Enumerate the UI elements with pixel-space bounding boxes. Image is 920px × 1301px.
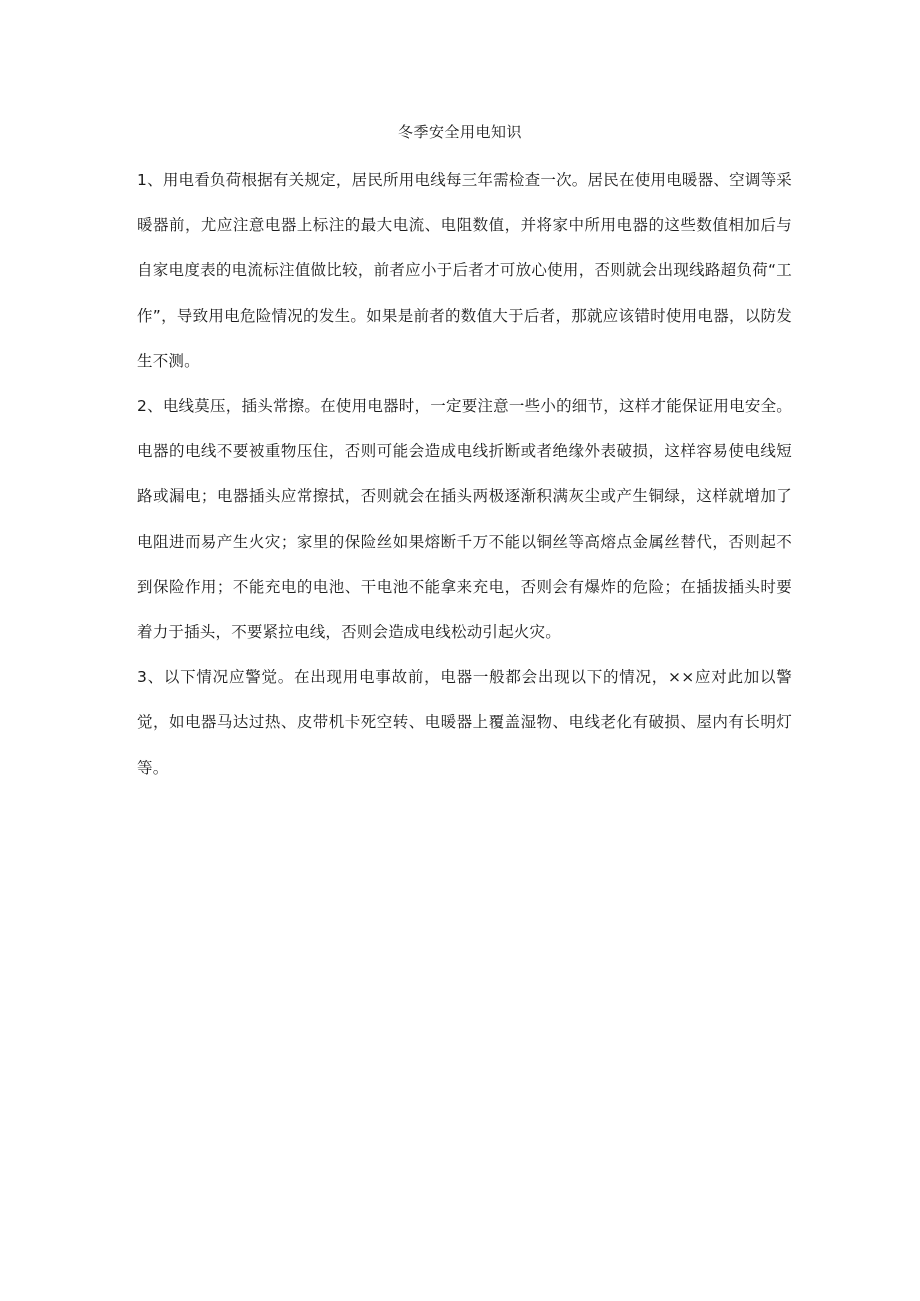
document-body [137, 158, 792, 791]
paragraph-1: 1、用电看负荷根据有关规定，居民所用电线每三年需检查一次。居民在使用电暖器、空调等采暖器前，尤应注意电器上标注的最大电流、电阻数值，并将家中所用电器的这些数值相加后与自家电度表的电流标注值做比较，前者应小于后者才可放心使用，否则就会出现线路超负荷“工作”，导致用电危险情况的发生。如果是前者的数值大于后者，那就应该错时使用电器，以防发生不测。 [137, 171, 792, 370]
paragraph-3: 3、以下情况应警觉。在出现用电事故前，电器一般都会出现以下的情况，××应对此加以警觉，如电器马达过热、皮带机卡死空转、电暖器上覆盖湿物、电线老化有破损、屋内有长明灯等。 [137, 668, 792, 777]
paragraph-2: 2、电线莫压，插头常擦。在使用电器时，一定要注意一些小的细节，这样才能保证用电安全。电器的电线不要被重物压住，否则可能会造成电线折断或者绝缘外表破损，这样容易使电线短路或漏电；电器插头应常擦拭，否则就会在插头两极逐渐积满灰尘或产生铜绿，这样就增加了电阻进而易产生火灾；家里的保险丝如果熔断千万不能以铜丝等高熔点金属丝替代，否则起不到保险作用；不能充电的电池、干电池不能拿来充电，否则会有爆炸的危险；在插拔插头时要着力于插头，不要紧拉电线，否则会造成电线松动引起火灾。 [137, 397, 792, 642]
page-title: 冬季安全用电知识 [397, 123, 522, 141]
